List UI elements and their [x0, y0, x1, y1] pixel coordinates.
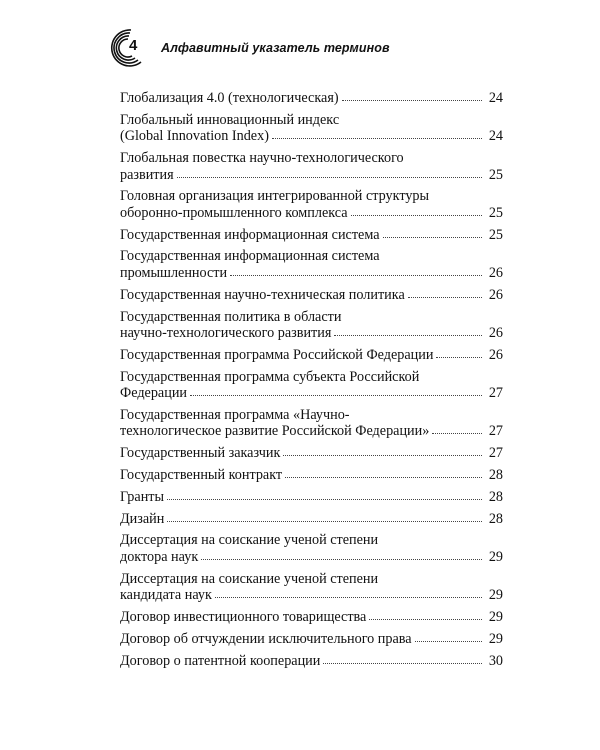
index-entry-last-row: [120, 90, 503, 107]
leader-dots: [167, 498, 482, 500]
index-entry-page-number: 25: [488, 166, 503, 183]
leader-dots: [432, 432, 482, 434]
index-entry-page-number: 28: [488, 467, 503, 484]
leader-dots: [285, 476, 482, 478]
index-entry: [120, 227, 503, 244]
index-entry-term-line: научно-технологического развития: [120, 325, 332, 342]
leader-dots: [201, 558, 482, 560]
leader-dots: [334, 334, 482, 336]
index-entry-page-number: 24: [488, 128, 503, 145]
index-entry: [120, 287, 503, 304]
index-entry: [120, 445, 503, 462]
leader-dots: [283, 454, 482, 456]
index-entry-page-number: 27: [488, 423, 503, 440]
index-entry-last-row: [120, 445, 503, 462]
index-entry-last-row: [120, 587, 503, 604]
index-entry-page-number: 30: [488, 652, 503, 669]
index-entry-page-number: 27: [488, 445, 503, 462]
index-entry-page-number: 29: [488, 548, 503, 565]
index-entry-last-row: [120, 287, 503, 304]
index-entry: [120, 309, 503, 342]
index-entry-last-row: [120, 167, 503, 184]
index-entry: [120, 467, 503, 484]
index-entry-last-row: [120, 423, 503, 440]
leader-dots: [408, 296, 482, 298]
index-entry-page-number: 29: [488, 630, 503, 647]
chapter-logo-icon: [101, 24, 149, 72]
index-entry-term-line: Государственная научно-техническая политика: [120, 286, 405, 303]
index-entry-last-row: [120, 653, 503, 670]
leader-dots: [415, 640, 482, 642]
index-entry-last-row: [120, 549, 503, 566]
index-entry-term-line: промышленности: [120, 264, 228, 281]
index-entry-term-line: Федерации: [120, 385, 188, 402]
index-entry-last-row: [120, 631, 503, 648]
index-entry-term-line: Диссертация на соискание ученой степени: [120, 570, 379, 587]
index-entry-term-line: Государственный заказчик: [120, 445, 281, 462]
index-entry-page-number: 26: [488, 286, 503, 303]
index-entry-term-line: (Global Innovation Index): [120, 128, 269, 145]
index-entry-term-line: Глобальный инновационный индекс: [120, 111, 340, 128]
index-entry-page-number: 26: [488, 264, 503, 281]
index-entry-term-line: Дизайн: [120, 510, 165, 527]
index-entry: [120, 571, 503, 604]
index-entry-term-line: Государственная программа «Научно-: [120, 406, 350, 423]
index-entry-last-row: [120, 205, 503, 222]
index-entry-term-line: Государственная информационная система: [120, 248, 380, 265]
index-entry-term-line: Договор инвестиционного товарищества: [120, 609, 367, 626]
index-entry-term-line: Гранты: [120, 488, 165, 505]
index-entry-term-line: Договор об отчуждении исключительного права: [120, 630, 412, 647]
index-entry-last-row: [120, 511, 503, 528]
index-entry-last-row: [120, 609, 503, 626]
index-entry-last-row: [120, 325, 503, 342]
index-entry: [120, 631, 503, 648]
leader-dots: [190, 394, 482, 396]
term-index-list: [120, 90, 503, 674]
index-entry-page-number: 29: [488, 587, 503, 604]
index-entry-term-line: Государственная политика в области: [120, 308, 342, 325]
leader-dots: [167, 520, 482, 522]
index-entry-last-row: [120, 265, 503, 282]
index-entry: [120, 248, 503, 281]
index-entry-page-number: 25: [488, 226, 503, 243]
index-entry-term-line: Государственная программа субъекта Российской: [120, 368, 420, 385]
index-entry: [120, 609, 503, 626]
index-entry: [120, 112, 503, 145]
index-entry-term-line: Договор о патентной кооперации: [120, 652, 321, 669]
page-header: [101, 24, 541, 64]
index-entry-last-row: [120, 128, 503, 145]
index-entry-page-number: 25: [488, 204, 503, 221]
leader-dots: [323, 662, 482, 664]
leader-dots: [369, 618, 482, 620]
leader-dots: [351, 214, 482, 216]
index-entry-term-line: развития: [120, 166, 174, 183]
index-entry-term-line: Диссертация на соискание ученой степени: [120, 532, 379, 549]
index-entry-last-row: [120, 347, 503, 364]
index-entry-last-row: [120, 385, 503, 402]
index-entry: [120, 347, 503, 364]
leader-dots: [383, 236, 482, 238]
index-entry-page-number: 26: [488, 346, 503, 363]
index-entry-term-line: кандидата наук: [120, 587, 212, 604]
index-entry: [120, 369, 503, 402]
leader-dots: [215, 596, 482, 598]
index-entry-page-number: 24: [488, 90, 503, 106]
index-entry-term-line: Глобальная повестка научно-технологического: [120, 150, 404, 167]
index-entry-term-line: доктора наук: [120, 548, 199, 565]
index-entry-term-line: Государственная программа Российской Федерации: [120, 346, 434, 363]
leader-dots: [230, 274, 482, 276]
index-entry: [120, 511, 503, 528]
index-entry-term-line: Государственный контракт: [120, 467, 283, 484]
leader-dots: [436, 356, 482, 358]
index-entry: [120, 489, 503, 506]
index-entry-page-number: 28: [488, 510, 503, 527]
index-entry-term-line: Головная организация интегрированной структуры: [120, 188, 430, 205]
index-entry: [120, 150, 503, 183]
index-entry-term-line: Глобализация 4.0 (технологическая): [120, 90, 339, 106]
index-entry-term-line: оборонно-промышленного комплекса: [120, 204, 348, 221]
index-entry-page-number: 27: [488, 385, 503, 402]
index-entry-term-line: технологическое развитие Российской Федерации»: [120, 423, 430, 440]
chapter-number: 4: [129, 37, 138, 54]
running-header-title: Алфавитный указатель терминов: [161, 41, 390, 55]
index-entry-term-line: Государственная информационная система: [120, 226, 380, 243]
leader-dots: [342, 99, 482, 101]
index-entry-page-number: 29: [488, 609, 503, 626]
index-entry: [120, 653, 503, 670]
index-entry-last-row: [120, 467, 503, 484]
index-entry: [120, 90, 503, 107]
index-entry-last-row: [120, 489, 503, 506]
leader-dots: [177, 176, 482, 178]
index-entry: [120, 407, 503, 440]
index-entry-last-row: [120, 227, 503, 244]
leader-dots: [272, 137, 482, 139]
index-entry-page-number: 28: [488, 488, 503, 505]
index-entry: [120, 188, 503, 221]
index-entry-page-number: 26: [488, 325, 503, 342]
index-entry: [120, 532, 503, 565]
